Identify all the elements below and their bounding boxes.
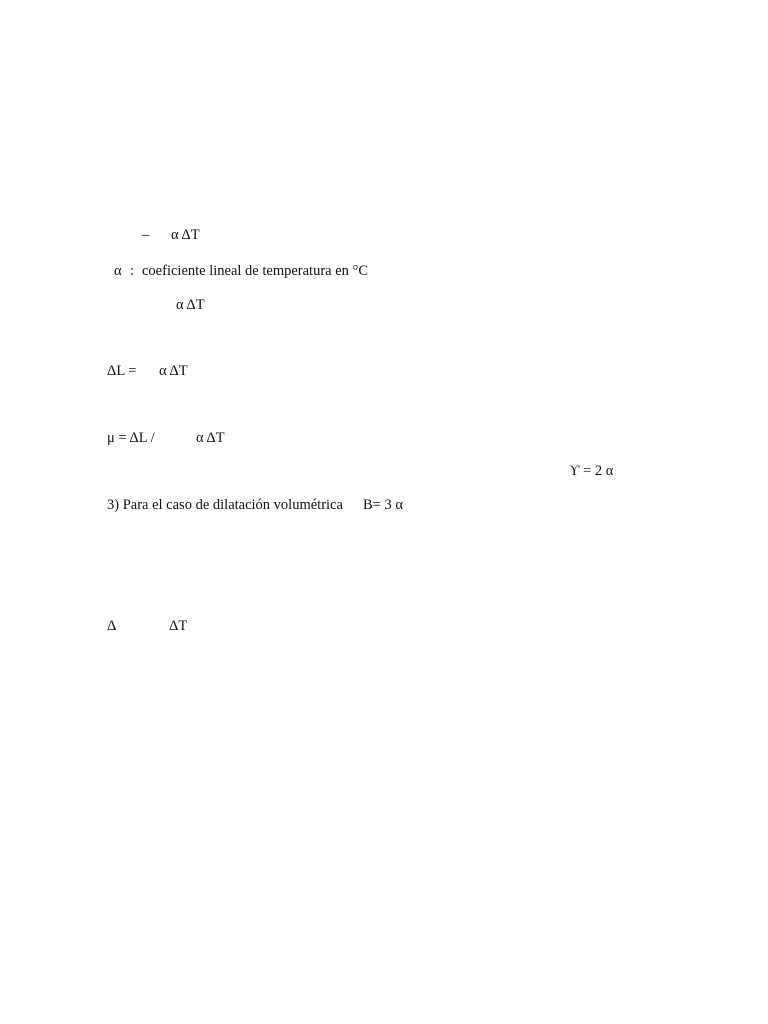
alpha-delta-t-expression: α ΔT bbox=[176, 297, 205, 313]
volumetric-formula: B= 3 α bbox=[363, 497, 403, 513]
alpha-delta-t-expression: α ΔT bbox=[196, 430, 225, 446]
colon-separator: : bbox=[130, 263, 135, 279]
delta-t-expression: ΔT bbox=[169, 618, 188, 634]
upsilon-equation: ϒ = 2 α bbox=[569, 463, 614, 479]
dash-symbol: – bbox=[142, 227, 150, 243]
delta-symbol: Δ bbox=[107, 618, 117, 634]
alpha-definition-text: coeficiente lineal de temperatura en °C bbox=[142, 263, 369, 279]
mu-equation-lhs: μ = ΔL / bbox=[107, 430, 155, 446]
alpha-delta-t-expression: α ΔT bbox=[159, 363, 188, 379]
delta-l-equation-lhs: ΔL = bbox=[107, 363, 137, 379]
volumetric-case-text: 3) Para el caso de dilatación volumétrica bbox=[107, 497, 343, 513]
alpha-delta-t-expression: α ΔT bbox=[171, 227, 200, 243]
alpha-symbol: α bbox=[114, 263, 122, 279]
